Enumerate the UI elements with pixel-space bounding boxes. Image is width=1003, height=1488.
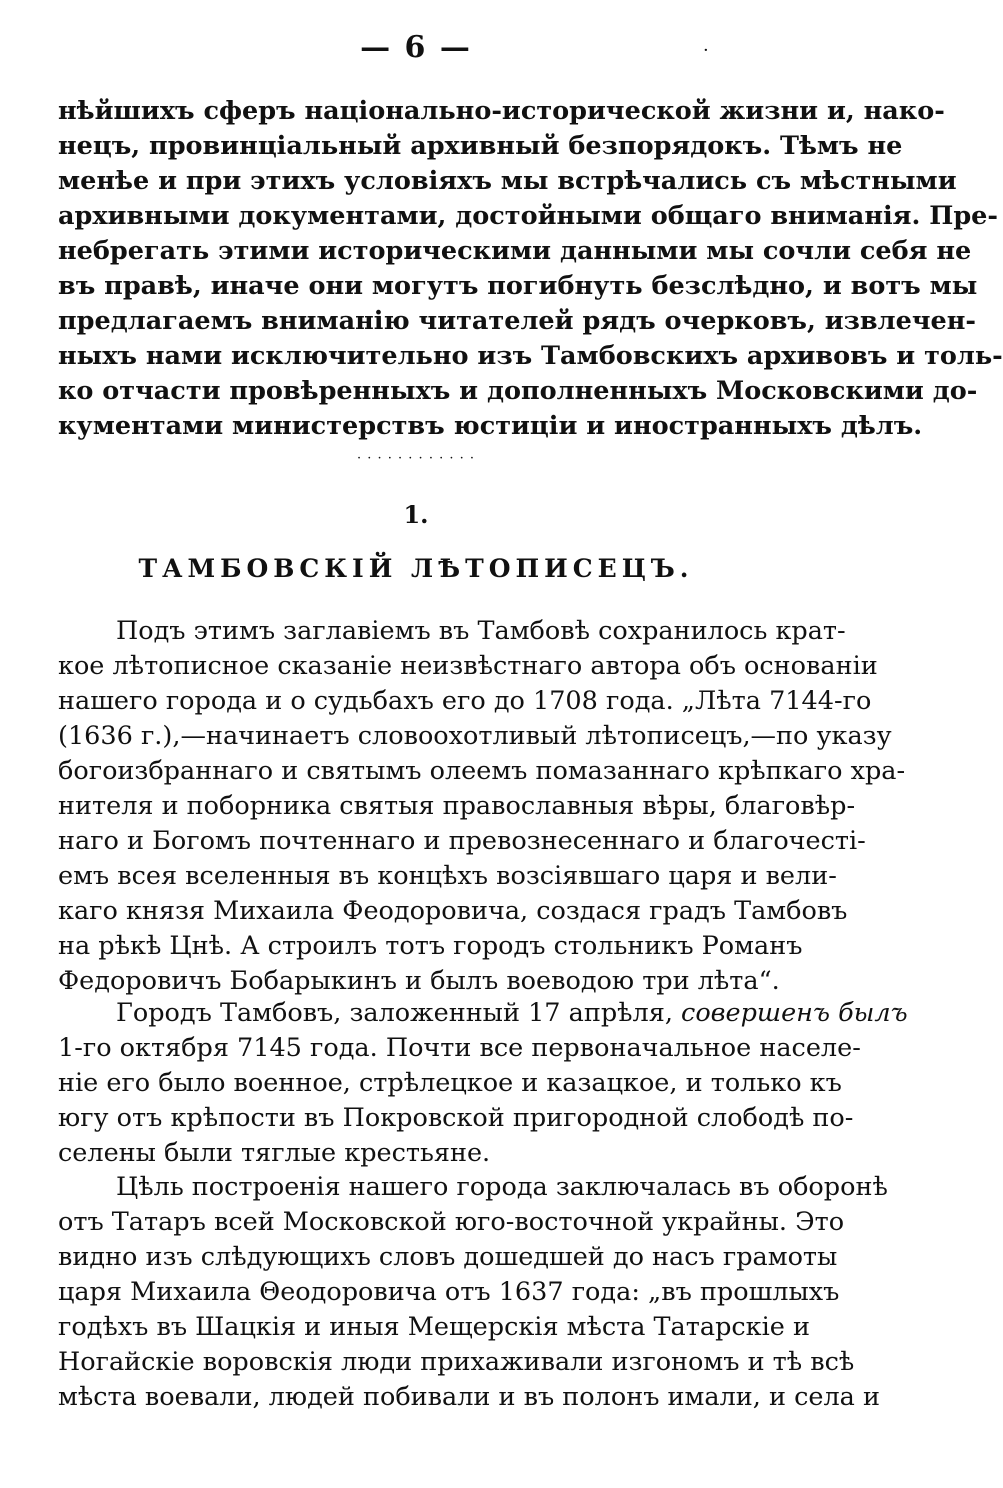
- text-line: селены были тяглые крестьяне.: [58, 1138, 491, 1168]
- paragraph-founding: [58, 996, 908, 1171]
- text-line: кое лѣтописное сказаніе неизвѣстнаго автора объ основаніи: [58, 651, 878, 681]
- text-line: богоизбраннаго и святымъ олеемъ помазаннаго крѣпкаго хра-: [58, 756, 906, 786]
- text-line: нителя и поборника святыя православныя вѣры, благовѣр-: [58, 791, 856, 821]
- paragraph-chronicle: [58, 614, 906, 999]
- text-line: небрегать этими историческими данными мы сочли себя не: [58, 236, 972, 266]
- intro-paragraph: [58, 94, 1003, 444]
- text-line: менѣе и при этихъ условіяхъ мы встрѣчались съ мѣстными: [58, 166, 957, 196]
- text-line: предлагаемъ вниманію читателей рядъ очерковъ, извлечен-: [58, 306, 976, 336]
- section-number: 1.: [403, 500, 429, 529]
- text-line: кументами министерствъ юстиціи и иностранныхъ дѣлъ.: [58, 411, 923, 441]
- emphasis-text: совершенъ былъ: [681, 998, 908, 1028]
- text-line: мѣста воевали, людей побивали и въ полонъ имали, и села и: [58, 1382, 880, 1412]
- text-line: въ правѣ, иначе они могутъ погибнуть безслѣдно, и вотъ мы: [58, 271, 978, 301]
- text-run: Городъ Тамбовъ, заложенный 17 апрѣля,: [116, 998, 682, 1028]
- text-line: югу отъ крѣпости въ Покровской пригородной слободѣ по-: [58, 1103, 854, 1133]
- text-line: [58, 996, 908, 1031]
- text-line: 1-го октября 7145 года. Почти все первоначальное населе-: [58, 1033, 861, 1063]
- text-line: Подъ этимъ заглавіемъ въ Тамбовѣ сохранилось крат-: [116, 616, 846, 646]
- text-line: ныхъ нами исключительно изъ Тамбовскихъ архивовъ и толь-: [58, 341, 1003, 371]
- text-line: отъ Татаръ всей Московской юго-восточной украйны. Это: [58, 1207, 845, 1237]
- text-line: Ногайскіе воровскія люди прихаживали изгономъ и тѣ всѣ: [58, 1347, 855, 1377]
- text-line: ніе его было военное, стрѣлецкое и казацкое, и только къ: [58, 1068, 842, 1098]
- text-line: наго и Богомъ почтеннаго и превознесеннаго и благочесті-: [58, 826, 866, 856]
- text-line: на рѣкѣ Цнѣ. А строилъ тотъ городъ стольникъ Романъ: [58, 931, 803, 961]
- top-dot: ·: [703, 40, 709, 61]
- text-line: емъ всея вселенныя въ концѣхъ возсіявшаго царя и вели-: [58, 861, 837, 891]
- section-title: ТАМБОВСКІЙ ЛѢТОПИСЕЦЪ.: [138, 554, 694, 583]
- paragraph-purpose: [58, 1170, 888, 1415]
- text-line: ко отчасти провѣренныхъ и дополненныхъ Московскими до-: [58, 376, 978, 406]
- text-line: Цѣль построенія нашего города заключалась въ оборонѣ: [116, 1172, 888, 1202]
- text-line: Федоровичъ Бобарыкинъ и былъ воеводою три лѣта“.: [58, 966, 780, 996]
- text-line: нецъ, провинціальный архивный безпорядокъ. Тѣмъ не: [58, 131, 903, 161]
- text-line: царя Михаила Θеодоровича отъ 1637 года: „въ прошлыхъ: [58, 1277, 840, 1307]
- text-line: нѣйшихъ сферъ національно-исторической жизни и, нако-: [58, 96, 945, 126]
- text-line: видно изъ слѣдующихъ словъ дошедшей до насъ грамоты: [58, 1242, 838, 1272]
- text-line: нашего города и о судьбахъ его до 1708 года. „Лѣта 7144-го: [58, 686, 872, 716]
- page-number: — 6 —: [360, 30, 472, 65]
- text-line: (1636 г.),—начинаетъ словоохотливый лѣтописецъ,—по указу: [58, 721, 892, 751]
- text-line: каго князя Михаила Феодоровича, создася градъ Тамбовъ: [58, 896, 848, 926]
- section-divider: · · · · · · · · · · · ·: [356, 451, 476, 466]
- text-line: архивными документами, достойными общаго вниманія. Пре-: [58, 201, 998, 231]
- text-line: годѣхъ въ Шацкія и иныя Мещерскія мѣста Татарскіе и: [58, 1312, 810, 1342]
